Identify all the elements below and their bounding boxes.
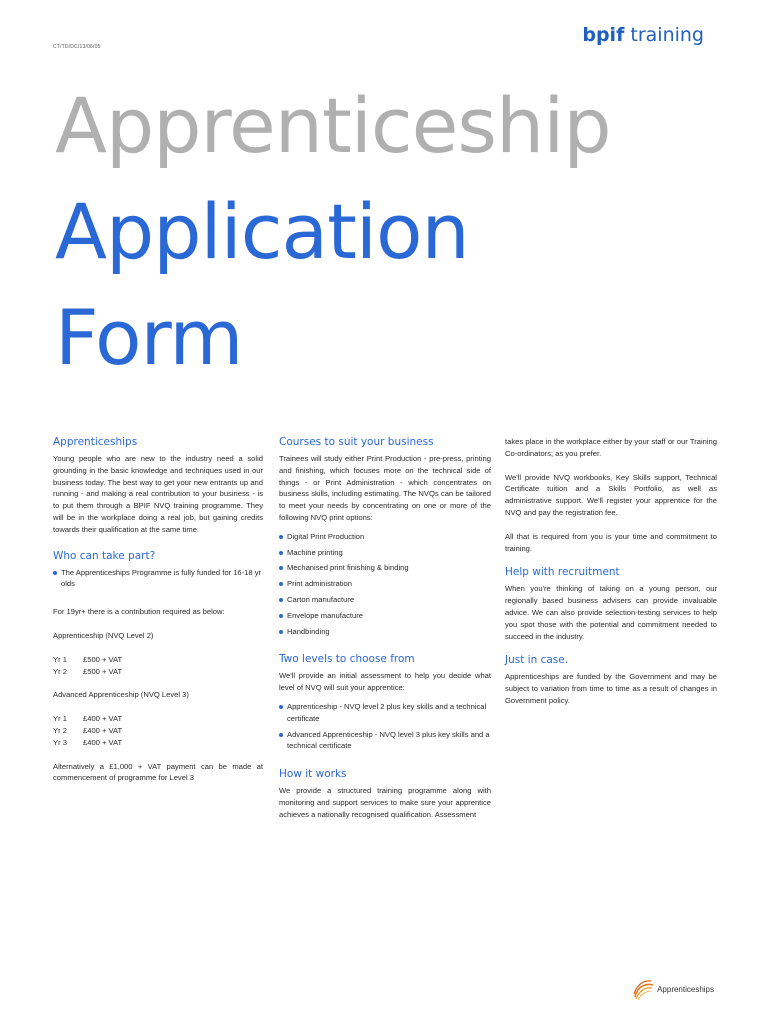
- document-reference: CT/TD/DC/13/06/05: [53, 44, 101, 50]
- recruitment-body: When you're thinking of taking on a young person, our regionally based business advisers can provide invaluable advice. We can also provide selection-testing services to help you spot those with the potential and commitment needed to succeed in the industry.: [505, 584, 717, 641]
- logo-brand-bold: bpif: [582, 24, 625, 46]
- fee-amount: £400 + VAT: [83, 737, 123, 747]
- just-in-case-body: Apprenticeships are funded by the Government and may be subject to variation from time to time as a result of changes in Government policy.: [505, 672, 717, 705]
- fee-amount: £500 + VAT: [83, 654, 123, 664]
- title-line-2: Application: [55, 187, 469, 276]
- column-right: [505, 436, 717, 707]
- fee-amount: £400 + VAT: [83, 714, 123, 724]
- levels-heading: Two levels to choose from: [279, 653, 415, 666]
- fee-year: Yr 2: [53, 666, 67, 676]
- bpif-training-logo: [582, 24, 704, 46]
- column-left: [53, 436, 263, 784]
- level3-heading: Advanced Apprenticeship (NVQ Level 3): [53, 690, 189, 700]
- level-item: Advanced Apprenticeship - NVQ level 3 plus key skills and a technical certificate: [279, 729, 491, 753]
- recruitment-heading: Help with recruitment: [505, 566, 620, 579]
- nvq-options-list: [279, 531, 491, 638]
- level2-heading: Apprenticeship (NVQ Level 2): [53, 630, 154, 640]
- fee-row: [53, 737, 263, 749]
- fee-amount: £400 + VAT: [83, 725, 123, 735]
- courses-body: Trainees will study either Print Production - pre-press, printing and finishing, which focuses more on the technical side of things - or Print Administration - which concentrates on business skills, including estimating. The NVQs can be tailored to meet your needs by concentrating on one or more of the following NVQ print options:: [279, 454, 491, 522]
- title-line-1: Apprenticeship: [55, 81, 611, 170]
- support-text: We'll provide NVQ workbooks, Key Skills support, Technical Certificate tuition and a Skills Portfolio, as well as administrative support. We'll register your apprentice for the NVQ and pay the registration fee.: [505, 472, 717, 517]
- fee-year: Yr 1: [53, 714, 67, 724]
- commitment-text: All that is required from you is your time and commitment to training.: [505, 531, 717, 553]
- levels-list: [279, 701, 491, 752]
- apprenticeships-logo: [631, 977, 714, 1001]
- fee-row: [53, 666, 263, 678]
- nvq-option: Carton manufacture: [279, 594, 491, 606]
- just-in-case-heading: Just in case.: [505, 654, 569, 667]
- fee-year: Yr 2: [53, 725, 67, 735]
- nvq-option: Digital Print Production: [279, 531, 491, 543]
- apprenticeships-logo-text: Apprenticeships: [657, 984, 714, 994]
- courses-heading: Courses to suit your business: [279, 436, 434, 448]
- nvq-option: Envelope manufacture: [279, 610, 491, 622]
- fee-amount: £500 + VAT: [83, 666, 123, 676]
- nvq-option: Machine printing: [279, 547, 491, 559]
- who-list: [53, 567, 263, 591]
- nvq-option: Mechanised print finishing & binding: [279, 562, 491, 574]
- title-line-3: Form: [55, 293, 243, 382]
- level-item: Apprenticeship - NVQ level 2 plus key skills and a technical certificate: [279, 701, 491, 725]
- fee-year: Yr 3: [53, 737, 67, 747]
- apprenticeships-swirl-icon: [631, 977, 655, 1001]
- contribution-text: For 19yr+ there is a contribution required as below:: [53, 607, 225, 617]
- assessment-continued: takes place in the workplace either by your staff or our Training Co-ordinators; as you prefer.: [505, 437, 717, 458]
- how-body: We provide a structured training programme along with monitoring and support services to make sure your apprentice achieves a nationally recognised qualification. Assessment: [279, 786, 491, 819]
- levels-body: We'll provide an initial assessment to help you decide what level of NVQ will suit your apprentice:: [279, 671, 491, 693]
- apprenticeships-body: Young people who are new to the industry need a solid grounding in the basic knowledge and techniques used in our business today. The best way to get your new entrants up and running - and making a real contribution to your business - is to put them through a BPIF NVQ training programme. They will be in the workplace doing a real job, but gaining credits towards their qualification at the same time.: [53, 454, 263, 534]
- how-heading: How it works: [279, 768, 347, 781]
- fee-row: [53, 725, 263, 737]
- logo-brand-light: training: [630, 24, 704, 46]
- nvq-option: Print administration: [279, 578, 491, 590]
- alternative-payment: Alternatively a £1,000 + VAT payment can be made at commencement of programme for Level 3: [53, 761, 263, 783]
- nvq-option: Handbinding: [279, 626, 491, 638]
- who-bullet: The Apprenticeships Programme is fully funded for 16-18 yr olds: [53, 567, 263, 591]
- who-heading: Who can take part?: [53, 549, 156, 562]
- apprenticeships-heading: Apprenticeships: [53, 436, 138, 448]
- column-middle: [279, 436, 491, 821]
- fee-row: [53, 713, 263, 725]
- fee-year: Yr 1: [53, 654, 67, 664]
- fee-row: [53, 654, 263, 666]
